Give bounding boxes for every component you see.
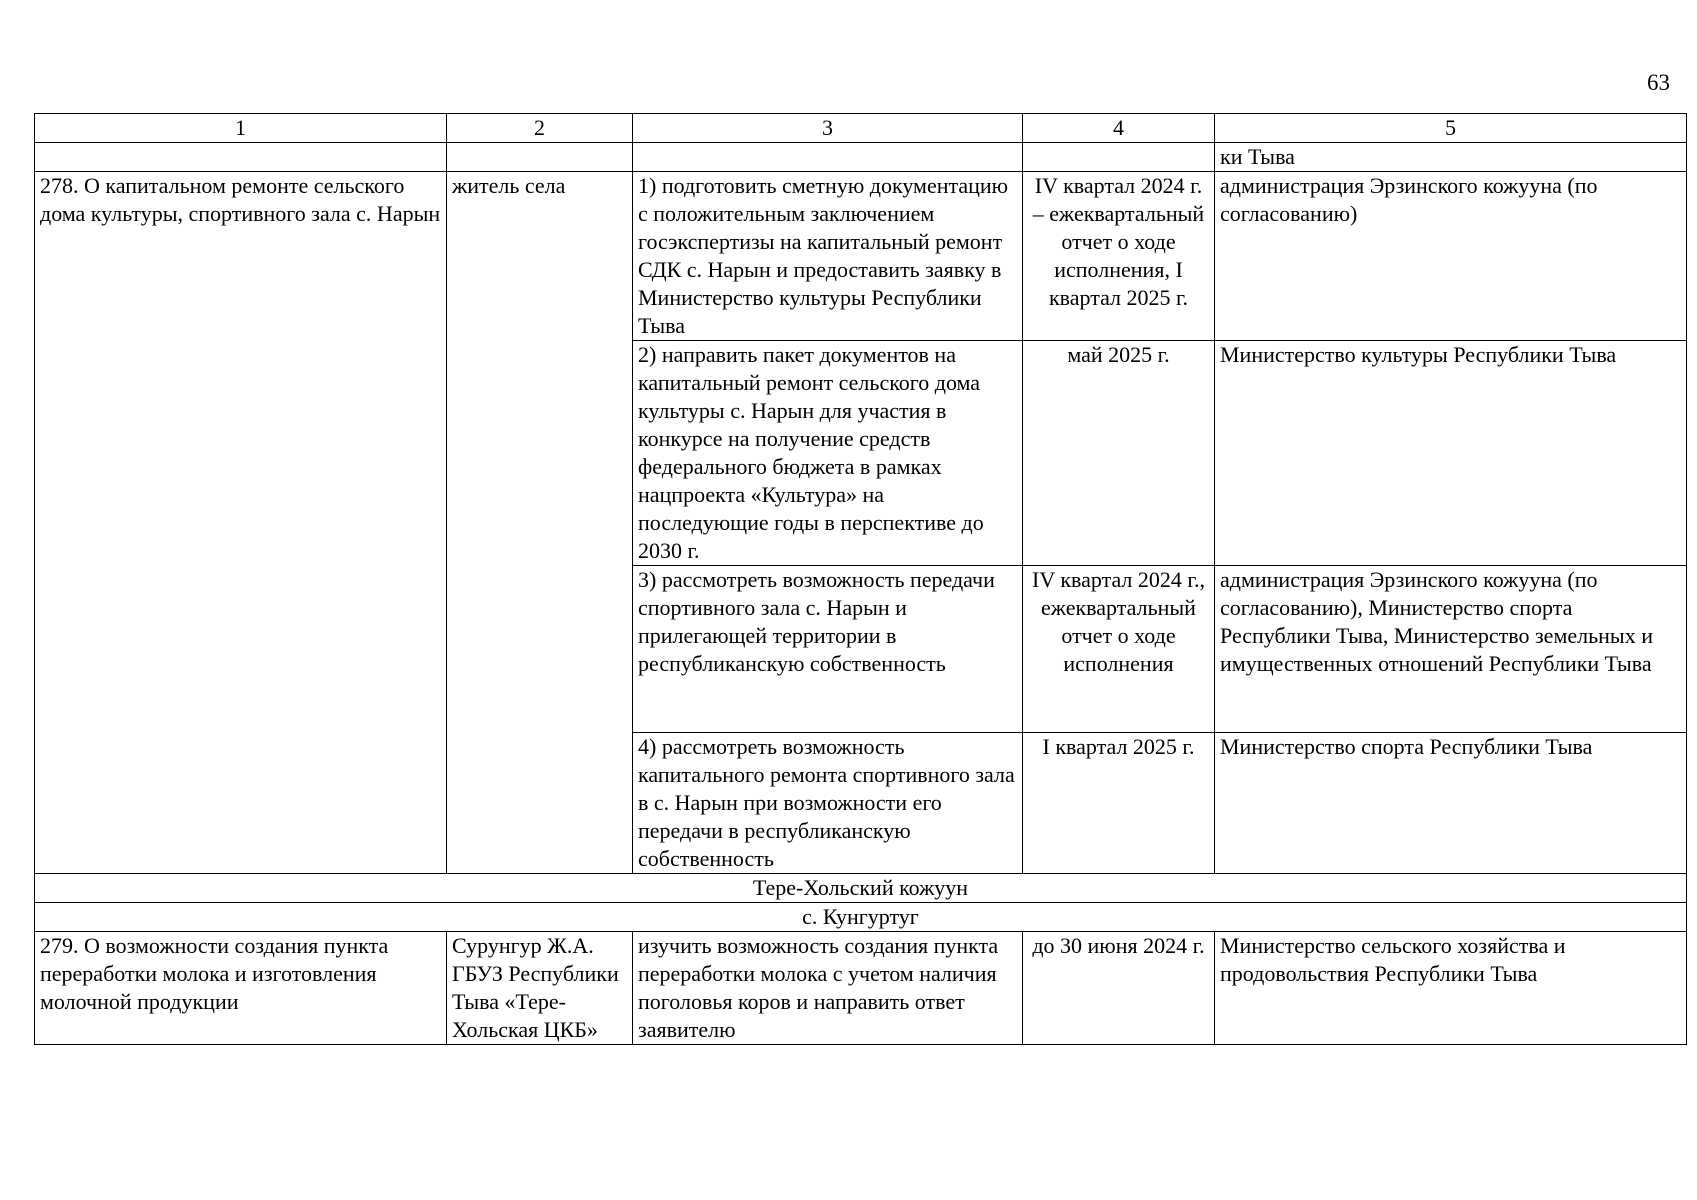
item-278-measure-1: 1) подготовить сметную документацию с положительным заключением госэкспертизы на капитальный ремонт СДК с. Нарын и предоставить заявку в Министерство культуры Республики Тыва (633, 172, 1023, 341)
column-number-3: 3 (633, 114, 1023, 143)
column-number-4: 4 (1023, 114, 1215, 143)
item-278-measure-3: 3) рассмотреть возможность передачи спортивного зала с. Нарын и прилегающей территории в республиканскую собственность (633, 566, 1023, 733)
item-278-deadline-1: IV квартал 2024 г. – ежеквартальный отчет о ходе исполнения, I квартал 2025 г. (1023, 172, 1215, 341)
continuation-cell-3 (633, 143, 1023, 172)
item-279-responsible: Министерство сельского хозяйства и продовольствия Республики Тыва (1215, 932, 1687, 1045)
continuation-cell-2 (447, 143, 633, 172)
section-district-row (35, 874, 1687, 903)
measures-table (34, 113, 1687, 1045)
item-278-measure-4: 4) рассмотреть возможность капитального ремонта спортивного зала в с. Нарын при возможности его передачи в республиканскую собственность (633, 733, 1023, 874)
item-278-responsible-1: администрация Эрзинского кожууна (по согласованию) (1215, 172, 1687, 341)
page-number: 63 (1647, 70, 1670, 95)
continuation-responsible: ки Тыва (1215, 143, 1687, 172)
item-278-deadline-2: май 2025 г. (1023, 341, 1215, 566)
item-278-responsible-2: Министерство культуры Республики Тыва (1215, 341, 1687, 566)
column-number-5: 5 (1215, 114, 1687, 143)
section-district: Тере-Хольский кожуун (35, 874, 1687, 903)
item-279-applicant: Сурунгур Ж.А. ГБУЗ Республики Тыва «Тере-Хольская ЦКБ» (447, 932, 633, 1045)
item-278-responsible-4: Министерство спорта Республики Тыва (1215, 733, 1687, 874)
continuation-cell-1 (35, 143, 447, 172)
column-number-row (35, 114, 1687, 143)
item-279-title: 279. О возможности создания пункта переработки молока и изготовления молочной продукции (35, 932, 447, 1045)
section-village: с. Кунгуртуг (35, 903, 1687, 932)
continuation-cell-4 (1023, 143, 1215, 172)
item-278-row (35, 172, 1687, 341)
column-number-2: 2 (447, 114, 633, 143)
column-number-1: 1 (35, 114, 447, 143)
item-278-deadline-4: I квартал 2025 г. (1023, 733, 1215, 874)
section-village-row (35, 903, 1687, 932)
item-278-measure-2: 2) направить пакет документов на капитальный ремонт сельского дома культуры с. Нарын для участия в конкурсе на получение средств федерального бюджета в рамках нацпроекта «Культура» на последующие годы в перспективе до 2030 г. (633, 341, 1023, 566)
item-279-measure: изучить возможность создания пункта переработки молока с учетом наличия поголовья коров и направить ответ заявителю (633, 932, 1023, 1045)
continuation-row (35, 143, 1687, 172)
item-278-title: 278. О капитальном ремонте сельского дома культуры, спортивного зала с. Нарын (35, 172, 447, 874)
item-279-row (35, 932, 1687, 1045)
item-279-deadline: до 30 июня 2024 г. (1023, 932, 1215, 1045)
item-278-deadline-3: IV квартал 2024 г., ежеквартальный отчет о ходе исполнения (1023, 566, 1215, 733)
item-278-applicant: житель села (447, 172, 633, 874)
item-278-responsible-3: администрация Эрзинского кожууна (по согласованию), Министерство спорта Республики Тыва, Министерство земельных и имущественных отношений Республики Тыва (1215, 566, 1687, 733)
